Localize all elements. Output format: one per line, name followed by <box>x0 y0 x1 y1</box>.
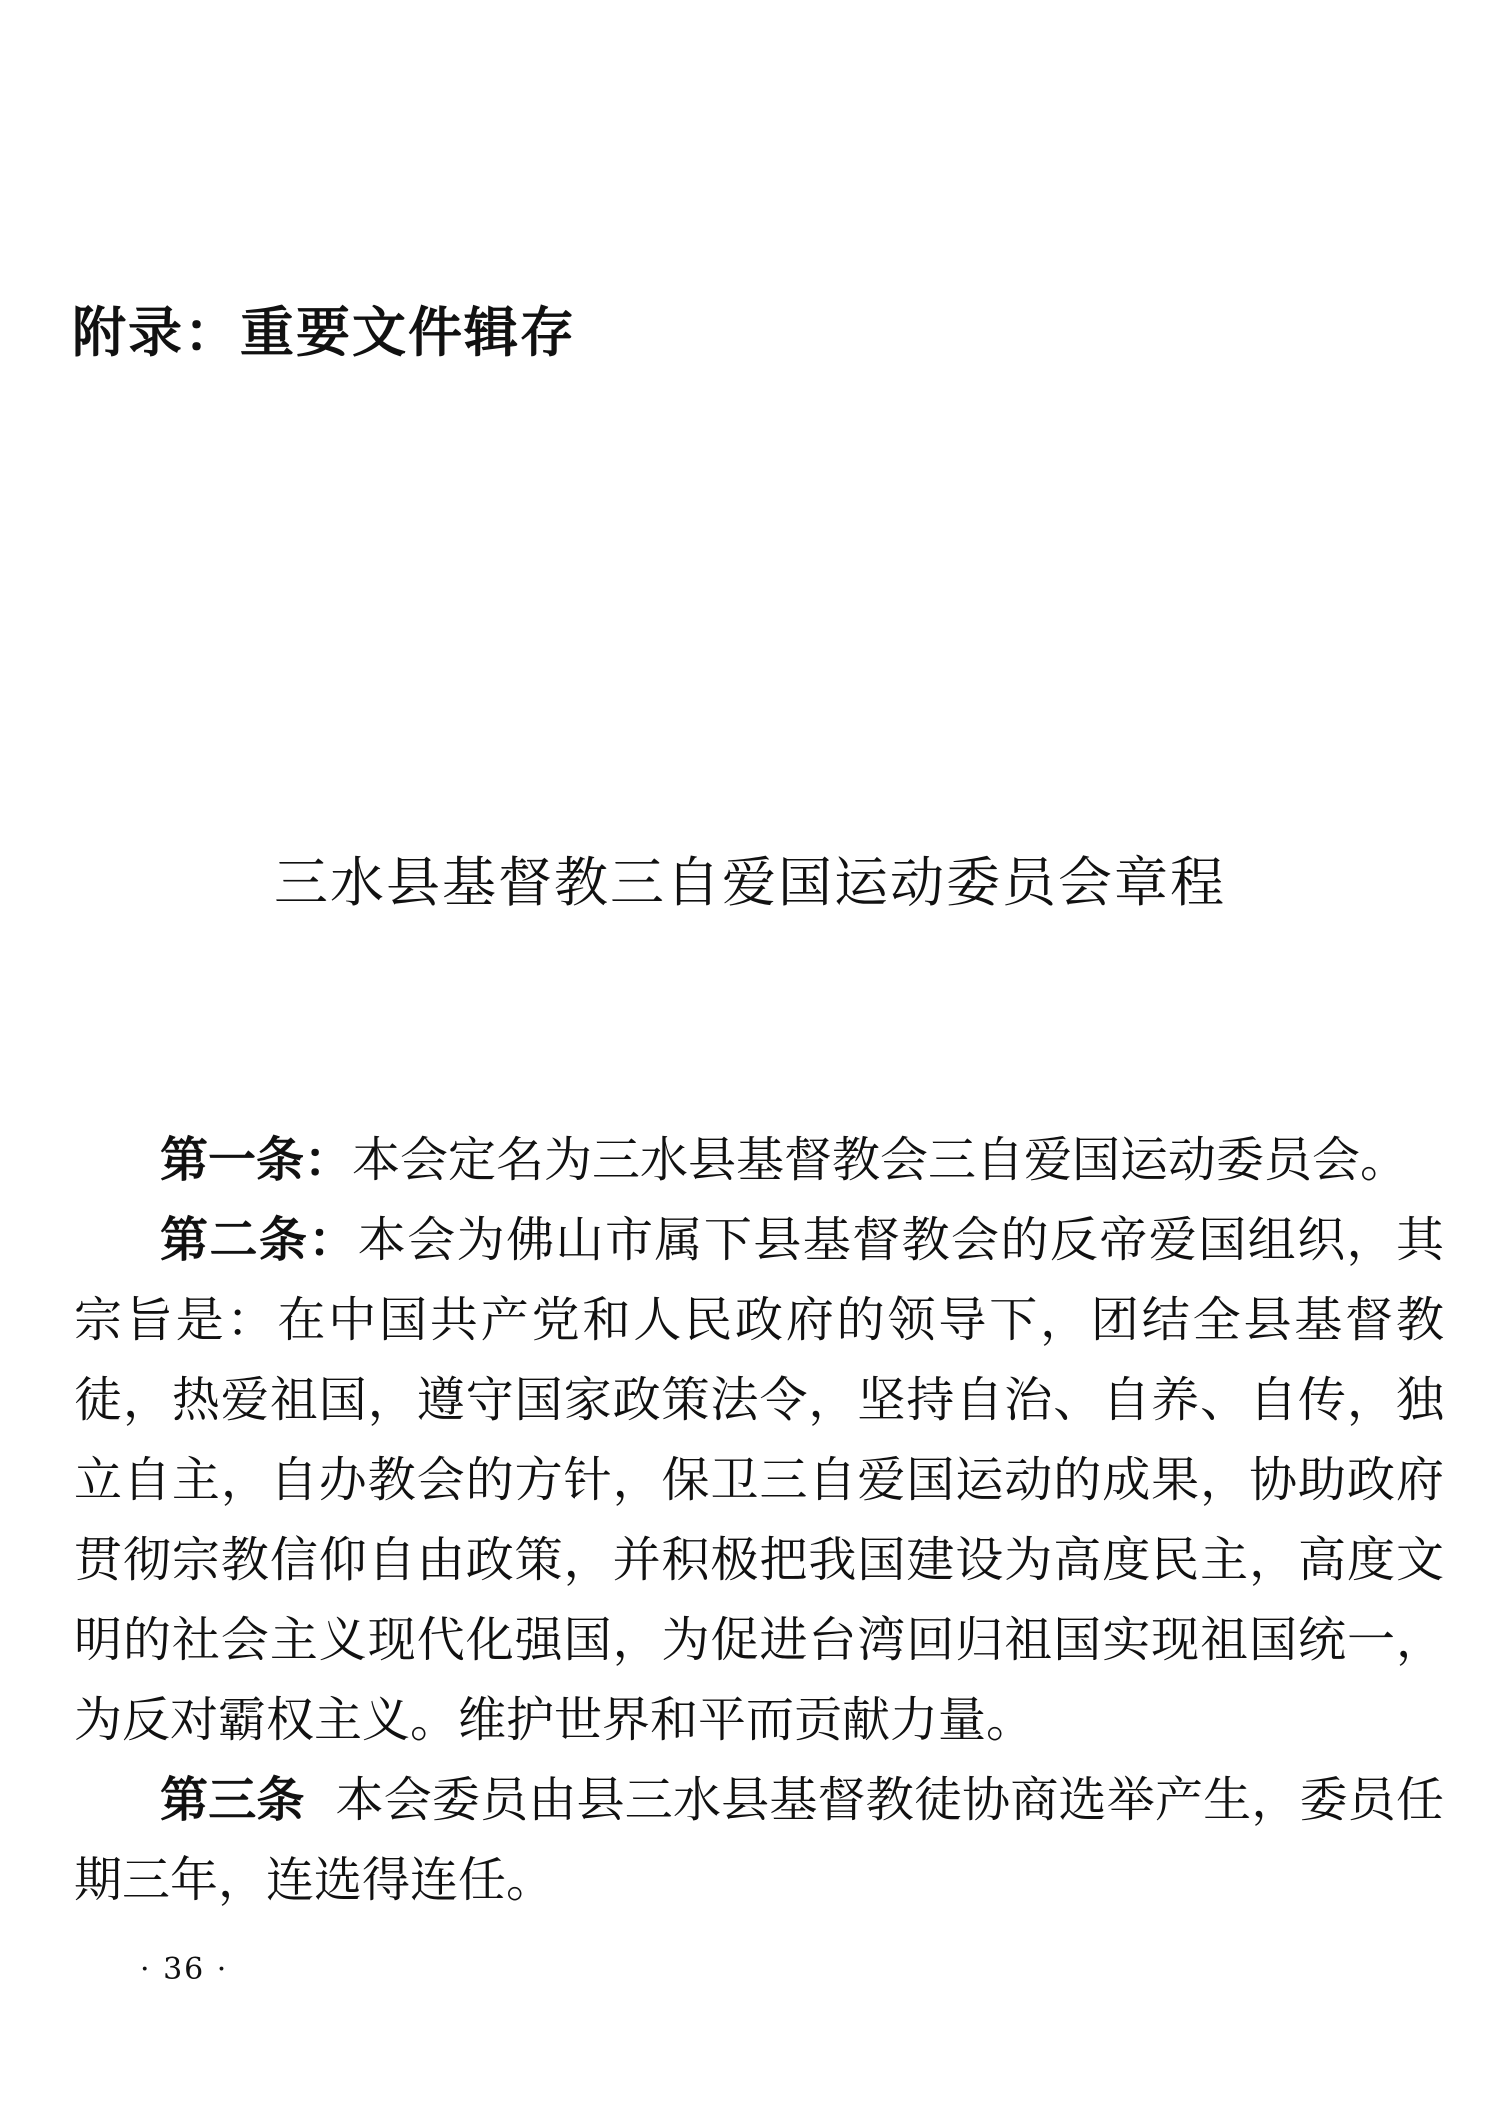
article-text: 本会委员由县三水县基督教徒协商选举产生，委员任期三年，连选得连任。 <box>74 1772 1444 1908</box>
appendix-heading: 附录：重要文件辑存 <box>72 301 576 364</box>
article-text: 本会定名为三水县基督教会三自爱国运动委员会。 <box>352 1132 1409 1188</box>
article-label: 第一条： <box>160 1132 353 1188</box>
article-2 <box>74 1200 1444 1760</box>
articles-body <box>74 1120 1444 1920</box>
article-3 <box>74 1760 1444 1920</box>
article-label: 第三条 <box>160 1772 305 1828</box>
document-title: 三水县基督教三自爱国运动委员会章程 <box>274 851 1226 914</box>
article-1 <box>74 1120 1444 1200</box>
page-number: · 36 · <box>140 1952 229 1987</box>
article-label: 第二条： <box>160 1212 358 1268</box>
article-text: 本会为佛山市属下县基督教会的反帝爱国组织，其宗旨是：在中国共产党和人民政府的领导下，团结全县基督教徒，热爱祖国，遵守国家政策法令，坚持自治、自养、自传，独立自主，自办教会的方针，保卫三自爱国运动的成果，协助政府贯彻宗教信仰自由政策，并积极把我国建设为高度民主，高度文明的社会主义现代化强国，为促进台湾回归祖国实现祖国统一，为反对霸权主义。维护世界和平而贡献力量。 <box>74 1212 1444 1748</box>
